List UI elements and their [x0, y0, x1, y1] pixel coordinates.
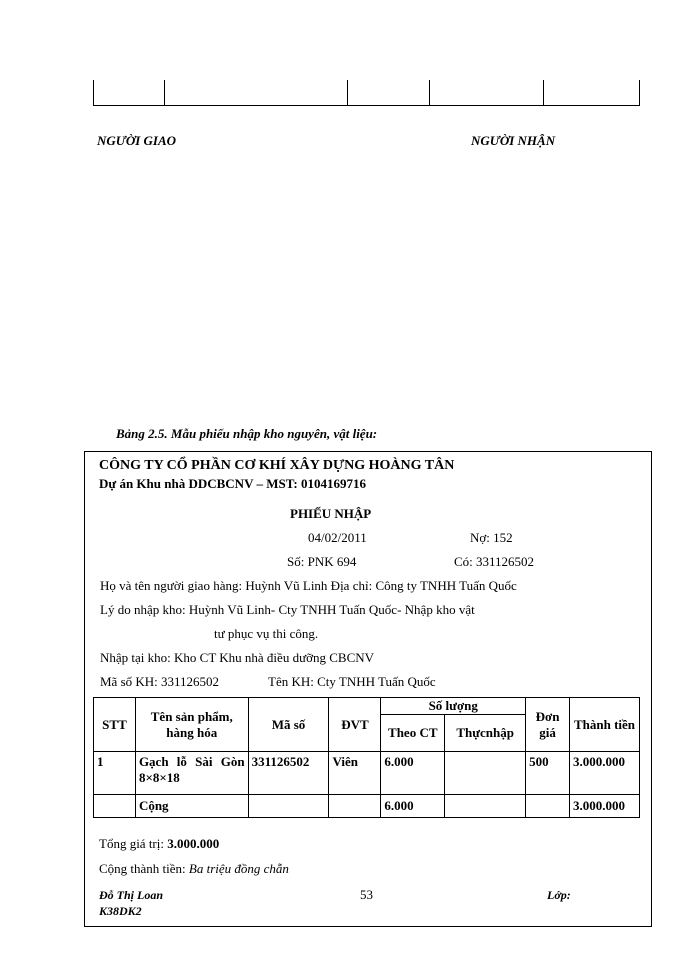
total-qty-document: 6.000 — [381, 795, 445, 818]
header-unit: ĐVT — [329, 698, 381, 752]
form-date: 04/02/2011 — [308, 530, 367, 545]
total-code-blank — [248, 795, 329, 818]
row-qty-actual — [445, 752, 526, 795]
table-caption: Bảng 2.5. Mẫu phiếu nhập kho nguyên, vật liệu: — [116, 426, 378, 441]
table-header-row — [94, 698, 640, 715]
signature-giver-label: NGƯỜI GIAO — [97, 133, 177, 148]
form-number: Số: PNK 694 — [287, 554, 357, 569]
table-cell — [94, 80, 164, 105]
total-stt-blank — [94, 795, 136, 818]
items-table — [93, 697, 640, 818]
warehouse-line: Nhập tại kho: Kho CT Khu nhà điều dưỡng CBCNV — [100, 650, 375, 665]
signature-receiver-label: NGƯỜI NHẬN — [471, 133, 556, 148]
footer-author: Đỗ Thị Loan — [99, 888, 164, 902]
table-total-row — [94, 795, 640, 818]
table-row — [94, 752, 640, 795]
total-qty-actual-blank — [445, 795, 526, 818]
row-code: 331126502 — [248, 752, 329, 795]
total-words-label: Cộng thành tiền: — [99, 861, 186, 876]
header-product-name: Tên sản phẩm, hàng hóa — [135, 698, 248, 752]
row-product-name: Gạch lỗ Sài Gòn 8×8×18 — [135, 752, 248, 795]
header-unit-price: Đơn giá — [526, 698, 570, 752]
total-words-line — [99, 861, 289, 877]
total-price-blank — [526, 795, 570, 818]
reason-line-continued: tư phục vụ thi công. — [214, 626, 319, 641]
footer-class-code: K38DK2 — [99, 904, 142, 918]
form-title: PHIẾU NHẬP — [290, 506, 372, 521]
row-stt: 1 — [94, 752, 136, 795]
total-unit-blank — [329, 795, 381, 818]
credit-account: Có: 331126502 — [454, 554, 535, 569]
reason-line: Lý do nhập kho: Huỳnh Vũ Linh- Cty TNHH Tuấn Quốc- Nhập kho vật — [100, 602, 475, 617]
row-unit: Viên — [329, 752, 381, 795]
header-code: Mã số — [248, 698, 329, 752]
previous-table-remnant — [93, 80, 640, 106]
table-cell — [164, 80, 347, 105]
header-stt: STT — [94, 698, 136, 752]
footer-class-label: Lớp: — [547, 888, 571, 902]
table-cell — [429, 80, 543, 105]
total-amount: 3.000.000 — [570, 795, 640, 818]
row-qty-document: 6.000 — [381, 752, 445, 795]
total-value-line — [99, 836, 219, 852]
company-name: CÔNG TY CỔ PHẦN CƠ KHÍ XÂY DỰNG HOÀNG TÂN — [99, 458, 455, 473]
customer-name: Tên KH: Cty TNHH Tuấn Quốc — [268, 674, 436, 689]
total-words: Ba triệu đồng chẵn — [188, 861, 289, 876]
total-value: 3.000.000 — [167, 836, 220, 851]
header-quantity: Số lượng — [381, 698, 526, 715]
header-qty-actual: Thựcnhập — [445, 715, 526, 752]
total-value-label: Tổng giá trị: — [99, 836, 164, 851]
header-qty-document: Theo CT — [381, 715, 445, 752]
total-label: Cộng — [135, 795, 248, 818]
page-number: 53 — [360, 887, 373, 902]
row-amount: 3.000.000 — [570, 752, 640, 795]
table-cell — [543, 80, 639, 105]
deliverer-line: Họ và tên người giao hàng: Huỳnh Vũ Linh Địa chỉ: Công ty TNHH Tuấn Quốc — [100, 578, 517, 593]
table-cell — [347, 80, 429, 105]
debit-account: Nợ: 152 — [470, 530, 513, 545]
project-line: Dự án Khu nhà DDCBCNV – MST: 0104169716 — [99, 476, 367, 491]
row-unit-price: 500 — [526, 752, 570, 795]
header-amount: Thành tiền — [570, 698, 640, 752]
customer-code: Mã số KH: 331126502 — [100, 674, 220, 689]
